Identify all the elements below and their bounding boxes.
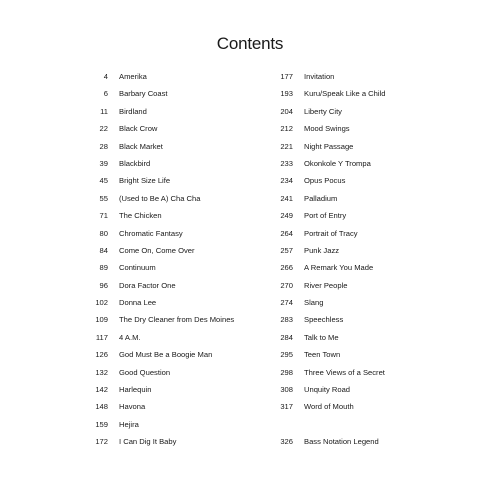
toc-page-number: 71: [99, 211, 108, 221]
toc-page-number: 45: [99, 176, 108, 186]
toc-entry-title: Opus Pocus: [304, 176, 346, 186]
toc-entry-title: Donna Lee: [119, 298, 157, 308]
toc-page-number: 89: [99, 263, 108, 273]
toc-entry-title: Come On, Come Over: [119, 245, 195, 255]
toc-page-number: 270: [280, 280, 293, 290]
toc-page-number: 142: [95, 385, 108, 395]
toc-page-number: 80: [99, 228, 108, 238]
toc-entry-title: Liberty City: [304, 106, 342, 116]
toc-page-number: 126: [95, 350, 108, 360]
toc-entry-title: The Chicken: [119, 211, 162, 221]
toc-entry-title: Unquity Road: [304, 385, 351, 395]
toc-entry-title: Port of Entry: [304, 211, 347, 221]
toc-entry-title: Invitation: [304, 72, 335, 81]
toc-page-number: 102: [95, 298, 108, 308]
toc-entry-title: Punk Jazz: [304, 245, 340, 255]
toc-entry-title: Teen Town: [304, 350, 341, 360]
toc-entry-title: Talk to Me: [304, 332, 339, 342]
toc-entry-title: Black Market: [119, 141, 163, 151]
toc-page-number: 193: [280, 89, 293, 99]
toc-page-number: 274: [280, 298, 293, 308]
toc-page-number: 159: [95, 419, 108, 429]
toc-page-number: 266: [280, 263, 293, 273]
toc-entry-title: Word of Mouth: [304, 402, 354, 412]
toc-page-number: 22: [99, 124, 108, 134]
toc-entry-title: Three Views of a Secret: [304, 367, 385, 377]
toc-entry-title: Blackbird: [119, 158, 151, 168]
toc-page-number: 204: [280, 106, 293, 116]
toc-page-number: 317: [280, 402, 293, 412]
toc-entry-title: Mood Swings: [304, 124, 350, 134]
toc-entry-title: Kuru/Speak Like a Child: [304, 89, 386, 99]
toc-entry-title: The Dry Cleaner from Des Moines: [119, 315, 235, 325]
toc-entry-title: Amerika: [119, 72, 147, 81]
toc-entry-title: Okonkole Y Trompa: [304, 158, 371, 168]
toc-entry-title: Portrait of Tracy: [304, 228, 358, 238]
toc-page-number: 264: [280, 228, 293, 238]
toc-entry-title: Chromatic Fantasy: [119, 228, 183, 238]
toc-page-number: 132: [95, 367, 108, 377]
toc-entry-title: Hejira: [119, 419, 139, 429]
toc-entry-title: (Used to Be A) Cha Cha: [119, 193, 201, 203]
toc-page-number: 326: [280, 437, 293, 447]
toc-page-number: 283: [280, 315, 293, 325]
toc-entry-title: Palladium: [304, 193, 338, 203]
toc-page-number: 177: [280, 72, 293, 81]
toc-entry-title: Bass Notation Legend: [304, 437, 379, 447]
toc-page-number: 109: [95, 315, 108, 325]
toc-page-number: 117: [95, 332, 108, 342]
page-title: Contents: [216, 34, 284, 53]
toc-page-number: 298: [280, 367, 293, 377]
toc-entry-title: Havona: [119, 402, 146, 412]
toc-page-number: 234: [280, 176, 293, 186]
toc-page-number: 212: [280, 124, 293, 134]
toc-entry-title: Dora Factor One: [119, 280, 176, 290]
toc-page-number: 233: [280, 158, 293, 168]
toc-entry-title: Birdland: [119, 106, 147, 116]
toc-page-number: 249: [280, 211, 293, 221]
toc-page-number: 28: [99, 141, 108, 151]
toc-page-number: 172: [95, 437, 108, 447]
toc-entry-title: Continuum: [119, 263, 156, 273]
toc-page-number: 148: [95, 402, 108, 412]
toc-page-number: 295: [280, 350, 293, 360]
toc-page-number: 308: [280, 385, 293, 395]
toc-page-number: 257: [280, 245, 293, 255]
toc-page-number: 39: [99, 158, 108, 168]
toc-entry-title: Speechless: [304, 315, 344, 325]
toc-entry-title: God Must Be a Boogie Man: [119, 350, 213, 360]
toc-entry-title: I Can Dig It Baby: [119, 437, 177, 447]
toc-entry-title: 4 A.M.: [119, 332, 141, 342]
toc-entry-title: Bright Size Life: [119, 176, 171, 186]
toc-entry-title: Night Passage: [304, 141, 354, 151]
toc-page-number: 11: [100, 106, 108, 116]
toc-page-number: 284: [280, 332, 293, 342]
toc-entry-title: A Remark You Made: [304, 263, 374, 273]
toc-entry-title: Barbary Coast: [119, 89, 168, 99]
toc-page-number: 221: [280, 141, 293, 151]
toc-page-number: 4: [103, 72, 108, 81]
toc-entry-title: River People: [304, 280, 348, 290]
toc-entry-title: Good Question: [119, 367, 171, 377]
toc-entry-title: Harlequin: [119, 385, 152, 395]
toc-page-number: 96: [99, 280, 108, 290]
toc-page-number: 6: [103, 89, 108, 99]
toc-page-number: 241: [280, 193, 293, 203]
toc-entry-title: Black Crow: [119, 124, 158, 134]
toc-entry-title: Slang: [304, 298, 324, 308]
toc-page-number: 55: [99, 193, 108, 203]
toc-page-number: 84: [99, 245, 108, 255]
